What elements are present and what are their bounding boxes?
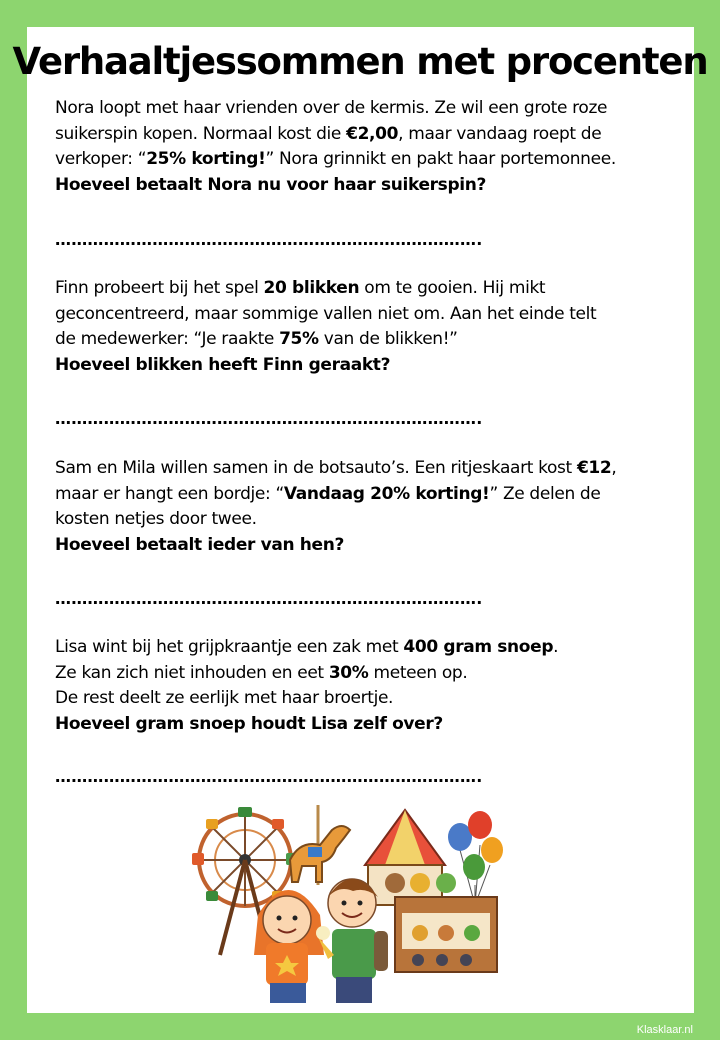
story-line — [55, 122, 655, 148]
emphasis-text: 30% — [328, 662, 369, 683]
story-text: Sam en Mila willen samen in de botsauto’s. Een ritjeskaart kost — [55, 458, 577, 478]
question-text: Hoeveel betaalt Nora nu voor haar suikerspin? — [55, 174, 486, 195]
story-text: de medewerker: “Je raakte — [55, 329, 280, 349]
story-text: meteen op. — [368, 662, 468, 683]
problem-2-text — [55, 276, 655, 378]
problem-1-answer-line: ……………………………………………………………………. — [55, 230, 483, 249]
story-line — [55, 327, 655, 353]
story-text: Lisa wint bij het grijpkraantje een zak met — [55, 637, 404, 657]
problem-3-text — [55, 456, 655, 558]
page-title: Verhaaltjessommen met procenten — [12, 40, 708, 83]
story-line — [55, 96, 655, 122]
tent-icon — [365, 810, 445, 905]
problem-4-text — [55, 635, 655, 737]
problem-3-answer-line: ……………………………………………………………………. — [55, 589, 483, 608]
story-text: Ze kan zich niet inhouden en eet — [55, 662, 329, 683]
prize-booth-icon — [385, 873, 497, 972]
story-text: maar er hangt een bordje: “ — [55, 483, 284, 504]
story-line — [55, 686, 655, 712]
story-line — [55, 482, 655, 508]
problem-4-answer-line: ……………………………………………………………………. — [55, 767, 483, 786]
story-text: geconcentreerd, maar sommige vallen niet om. Aan het einde telt — [55, 303, 597, 324]
story-line — [55, 147, 655, 173]
story-text: ” Nora grinnikt en pakt haar portemonnee. — [265, 149, 616, 169]
story-text: Nora loopt met haar vrienden over de kermis. Ze wil een grote roze — [55, 98, 608, 118]
footer-credit: Klasklaar.nl — [636, 1024, 693, 1036]
story-line — [55, 635, 655, 661]
emphasis-text: 20 blikken — [263, 278, 360, 298]
emphasis-text: 25% korting! — [146, 149, 266, 169]
story-text: , — [611, 458, 617, 478]
story-text: kosten netjes door twee. — [55, 509, 257, 529]
balloons-icon — [448, 811, 503, 905]
story-line — [55, 507, 655, 533]
story-line — [55, 276, 655, 302]
story-text: , maar vandaag roept de — [398, 123, 602, 144]
story-text: verkoper: “ — [55, 149, 147, 169]
story-text: van de blikken!” — [318, 329, 458, 349]
question-text: Hoeveel betaalt ieder van hen? — [55, 534, 344, 555]
story-line — [55, 456, 655, 482]
story-text: om te gooien. Hij mikt — [359, 278, 546, 298]
emphasis-text: €2,00 — [346, 123, 399, 144]
fairground-illustration — [190, 805, 505, 1005]
story-text: . — [553, 637, 559, 657]
emphasis-text: €12 — [576, 458, 612, 478]
emphasis-text: 75% — [279, 329, 319, 349]
problem-1-text — [55, 96, 655, 198]
carousel-horse-icon — [290, 805, 350, 885]
story-text: suikerspin kopen. Normaal kost die — [55, 123, 347, 144]
emphasis-text: 400 gram snoep — [403, 637, 554, 657]
problem-2-answer-line: ……………………………………………………………………. — [55, 409, 483, 428]
story-text: Finn probeert bij het spel — [55, 278, 264, 298]
emphasis-text: Vandaag 20% korting! — [283, 483, 490, 504]
question-text: Hoeveel blikken heeft Finn geraakt? — [55, 354, 391, 375]
story-text: De rest deelt ze eerlijk met haar broertje. — [55, 688, 394, 708]
question-text: Hoeveel gram snoep houdt Lisa zelf over? — [55, 713, 443, 734]
story-text: ” Ze delen de — [489, 483, 601, 504]
story-line — [55, 302, 655, 328]
girl-icon — [254, 890, 324, 1003]
story-line — [55, 661, 655, 687]
